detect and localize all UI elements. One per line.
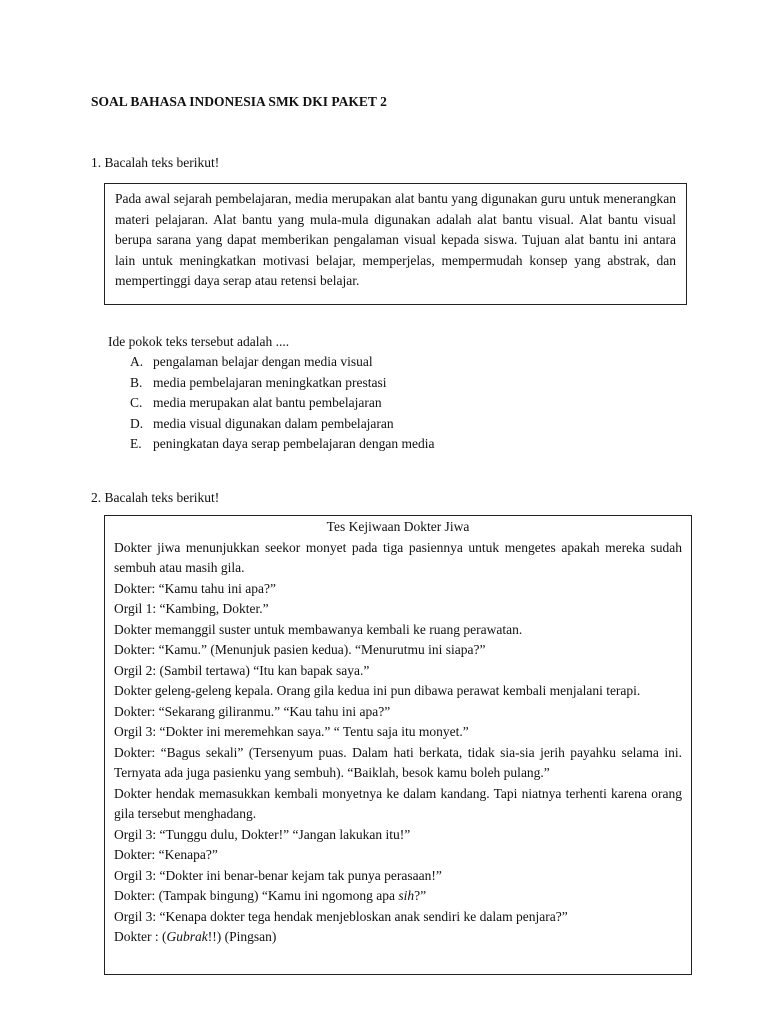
story-line: Orgil 3: “Tunggu dulu, Dokter!” “Jangan lakukan itu!”: [114, 826, 411, 842]
story-line: Orgil 2: (Sambil tertawa) “Itu kan bapak saya.”: [114, 662, 370, 678]
story-line: Dokter: “Kamu.” (Menunjuk pasien kedua). “Menurutmu ini siapa?”: [114, 642, 486, 657]
question-1-passage-box: [104, 183, 687, 305]
story-line: Dokter geleng-geleng kepala. Orang gila kedua ini pun dibawa perawat kembali menjalani terapi.: [114, 683, 641, 698]
question-2-heading: 2. Bacalah teks berikut!: [91, 490, 220, 505]
story-line: Orgil 3: “Dokter ini benar-benar kejam tak punya perasaan!”: [114, 867, 442, 883]
story-line: Dokter: “Sekarang giliranmu.” “Kau tahu ini apa?”: [114, 703, 391, 719]
story-line-final: Dokter : (Gubrak!!) (Pingsan): [114, 929, 277, 944]
question-1-passage: Pada awal sejarah pembelajaran, media merupakan alat bantu yang digunakan guru untuk menerangkan materi pelajaran. Alat bantu yang mula-mula digunakan adalah alat bantu visual. Alat bantu visual berupa sarana yang dapat memberikan pengalaman visual kepada siswa. Tujuan alat bantu ini antara lain untuk meningkatkan motivasi belajar, memperjelas, mempermudah konsep yang abstrak, dan mempertinggi daya serap atau retensi belajar.: [115, 191, 676, 288]
story-line: Dokter: “Bagus sekali” (Tersenyum puas. Dalam hati berkata, tidak sia-sia jerih payahku selama ini. Ternyata ada juga pasienku yang sembuh). “Baiklah, besok kamu boleh pulang.”: [114, 744, 682, 780]
story-line: Dokter: “Kenapa?”: [114, 847, 218, 862]
option-e: E. peningkatan daya serap pembelajaran dengan media: [130, 436, 435, 451]
story-line: Orgil 1: “Kambing, Dokter.”: [114, 601, 269, 616]
story-line: Dokter jiwa menunjukkan seekor monyet pada tiga pasiennya untuk mengetes apakah mereka sudah sembuh atau masih gila.: [114, 539, 682, 575]
story-line: Dokter: “Kamu tahu ini apa?”: [114, 580, 276, 596]
page-title: SOAL BAHASA INDONESIA SMK DKI PAKET 2: [91, 94, 387, 109]
story-line: Orgil 3: “Dokter ini meremehkan saya.” “ Tentu saja itu monyet.”: [114, 724, 469, 739]
story-line: Orgil 3: “Kenapa dokter tega hendak menjebloskan anak sendiri ke dalam penjara?”: [114, 908, 568, 924]
option-b: B. media pembelajaran meningkatkan prestasi: [130, 374, 387, 390]
question-1-options: [130, 352, 435, 455]
question-2-story-box: [104, 515, 692, 975]
question-1-stem: Ide pokok teks tersebut adalah ....: [108, 334, 290, 349]
option-a: A. pengalaman belajar dengan media visual: [130, 354, 373, 369]
story-line-puzzled: Dokter: (Tampak bingung) “Kamu ini ngomong apa sih?”: [114, 888, 427, 903]
story-line: Dokter hendak memasukkan kembali monyetnya ke dalam kandang. Tapi niatnya terhenti karena orang gila tersebut menghadang.: [114, 785, 682, 821]
story-title: Tes Kejiwaan Dokter Jiwa: [326, 519, 470, 534]
question-1-heading: 1. Bacalah teks berikut!: [91, 155, 220, 170]
story-line: Dokter memanggil suster untuk membawanya kembali ke ruang perawatan.: [114, 621, 523, 637]
option-c: C. media merupakan alat bantu pembelajaran: [130, 395, 382, 410]
option-d: D. media visual digunakan dalam pembelajaran: [130, 415, 394, 431]
